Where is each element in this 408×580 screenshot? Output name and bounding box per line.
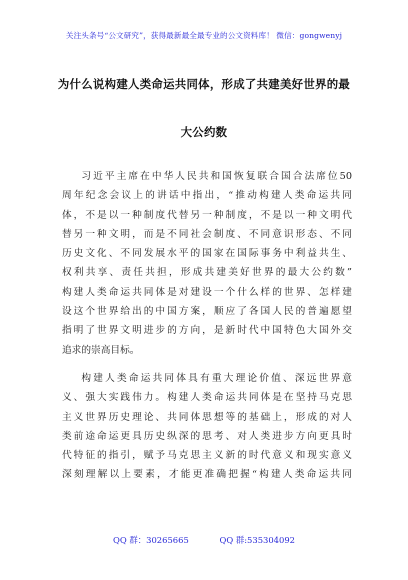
paragraph-line: 类前途命运更具历史纵深的思考、对人类进步方向更具时 <box>62 430 352 442</box>
header-promo-text: 关注头条号“公文研究”，获得最新最全最专业的公文资料库！ 微信：gongwenyj <box>65 31 343 40</box>
footer-qq-groups <box>0 534 408 546</box>
paragraph-line: 周年纪念会议上的讲话中指出，“推动构建人类命运共同 <box>62 190 352 202</box>
paragraph-line: 构建人类命运共同体是对建设一个什么样的世界、怎样建 <box>62 286 352 298</box>
paragraph-spacer <box>62 360 352 369</box>
paragraph-line: 习近平主席在中华人民共和国恢复联合国合法席位50 <box>81 171 352 182</box>
footer-qq-group-1: QQ 群：30265665 <box>113 535 189 545</box>
paragraph-line: 追求的崇高目标。 <box>62 344 140 356</box>
document-title-line-1: 为什么说构建人类命运共同体，形成了共建美好世界的最 <box>57 77 351 91</box>
paragraph-line: 体，不是以一种制度代替另一种制度，不是以一种文明代 <box>62 209 352 221</box>
document-title-line-2: 大公约数 <box>180 125 228 139</box>
paragraph-2 <box>62 369 352 485</box>
paragraph-line: 替另一种文明，而是不同社会制度、不同意识形态、不同 <box>62 228 352 240</box>
paragraph-1 <box>62 167 352 360</box>
paragraph-line: 深刻理解以上要素，才能更准确把握“构建人类命运共同 <box>62 469 352 481</box>
paragraph-line: 代特征的指引，赋予马克思主义新的时代意义和现实意义 <box>62 450 352 462</box>
footer-qq-group-2: QQ 群:535304092 <box>219 535 295 545</box>
paragraph-line: 义、强大实践伟力。构建人类命运共同体是在坚持马克思 <box>62 392 352 404</box>
paragraph-line: 构建人类命运共同体具有重大理论价值、深远世界意 <box>81 372 352 384</box>
paragraph-line: 历史文化、不同发展水平的国家在国际事务中利益共生、 <box>62 248 352 260</box>
paragraph-line: 指明了世界文明进步的方向，是新时代中国特色大国外交 <box>62 325 352 337</box>
paragraph-line: 权利共享、责任共担，形成共建美好世界的最大公约数” <box>62 267 352 279</box>
paragraph-line: 设这个世界给出的中国方案，顺应了各国人民的普遍愿望 <box>62 306 352 318</box>
document-body <box>62 167 352 485</box>
paragraph-line: 主义世界历史理论、共同体思想等的基础上，形成的对人 <box>62 411 352 423</box>
